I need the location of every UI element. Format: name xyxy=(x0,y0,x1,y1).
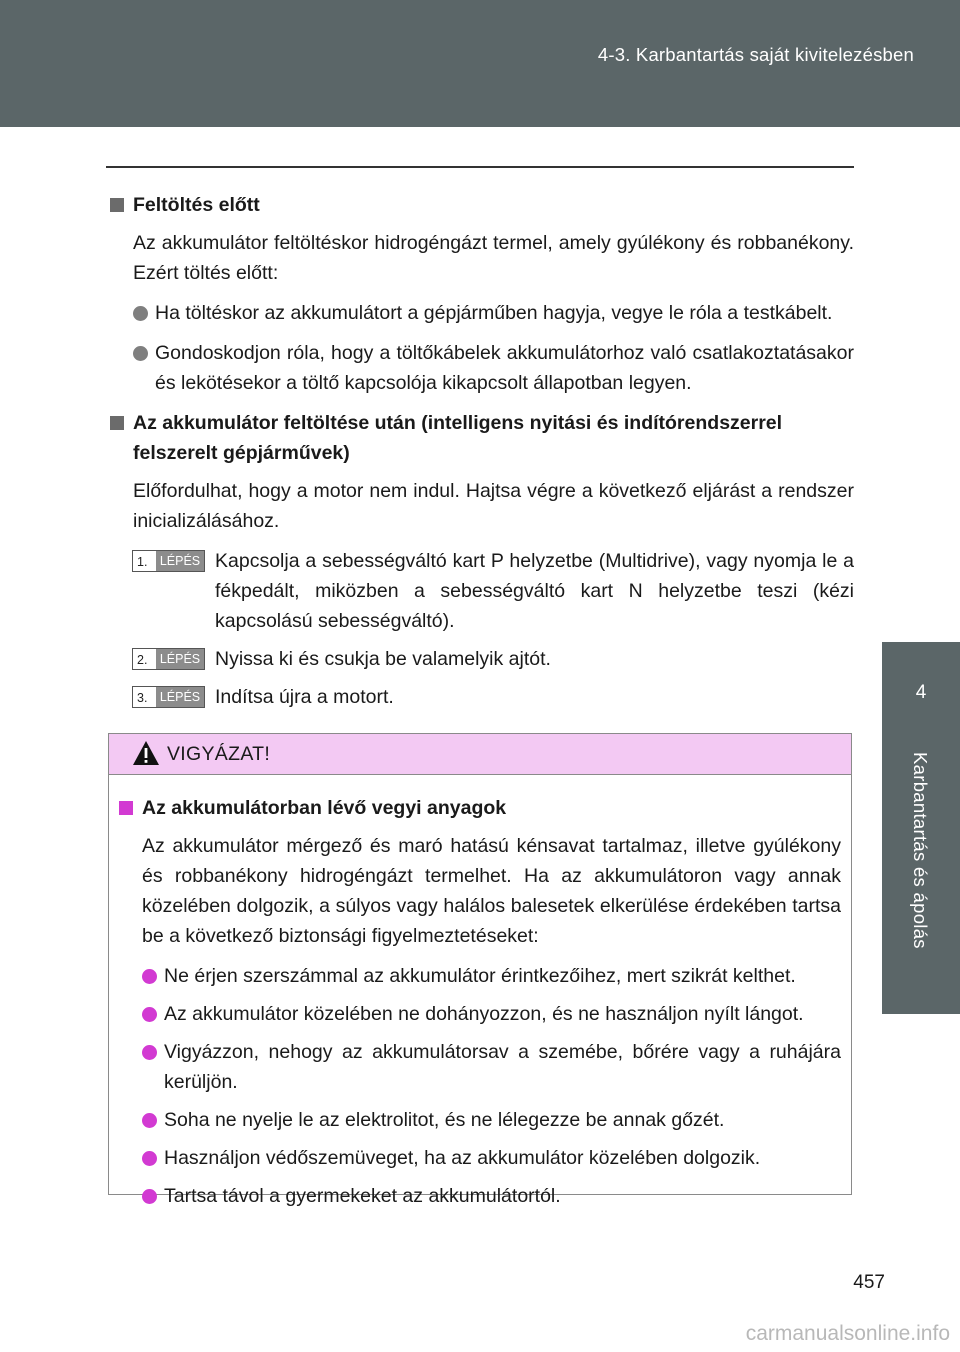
step-badge: 2. LÉPÉS xyxy=(132,648,205,670)
round-bullet-icon xyxy=(142,1045,157,1060)
chapter-side-tab xyxy=(882,642,960,1014)
warning-list-item: Vigyázzon, nehogy az akkumulátorsav a szemébe, bőrére vagy a ruhájára kerüljön. xyxy=(164,1037,841,1097)
step-item: 3. LÉPÉS Indítsa újra a motort. xyxy=(215,682,854,712)
warning-list-item: Ne érjen szerszámmal az akkumulátor érintkezőihez, mert szikrát kelthet. xyxy=(164,961,841,991)
warning-list-item: Használjon védőszemüveget, ha az akkumulátor közelében dolgozik. xyxy=(164,1143,841,1173)
warning-paragraph: Az akkumulátor mérgező és maró hatású kénsavat tartalmaz, illetve gyúlékony és robbanékony hidrogéngázt termelhet. Ha az akkumulátoron vagy annak közelében dolgozik, a súlyos vagy halálos balesetek elkerülése érdekében tartsa be a következő biztonsági figyelmeztetéseket: xyxy=(142,835,841,947)
step-item: 2. LÉPÉS Nyissa ki és csukja be valamelyik ajtót. xyxy=(215,644,854,674)
section-title: 4-3. Karbantartás saját kivitelezésben xyxy=(597,44,914,65)
round-bullet-icon xyxy=(142,1189,157,1204)
page-header xyxy=(0,0,960,127)
warning-list-item: Az akkumulátor közelében ne dohányozzon, és ne használjon nyílt lángot. xyxy=(164,999,841,1029)
warning-box xyxy=(108,733,852,1207)
warning-triangle-icon xyxy=(132,740,160,766)
round-bullet-icon xyxy=(142,1113,157,1128)
paragraph: Az akkumulátor feltöltéskor hidrogéngázt termel, amely gyúlékony és robbanékony. Ezért töltés előtt: xyxy=(133,232,854,284)
round-bullet-icon xyxy=(133,346,148,361)
section-heading-before-charging: Feltöltés előtt xyxy=(110,190,854,220)
step-badge: 3. LÉPÉS xyxy=(132,686,205,708)
chapter-number: 4 xyxy=(915,682,927,703)
square-bullet-icon xyxy=(110,198,124,212)
list-item: Ha töltéskor az akkumulátort a gépjárműben hagyja, vegye le róla a testkábelt. xyxy=(155,298,854,328)
round-bullet-icon xyxy=(142,969,157,984)
step-item: 1. LÉPÉS Kapcsolja a sebességváltó kart P helyzetbe (Multidrive), vagy nyomja le a fékpedált, miközben a sebességváltó kart N helyzetbe teszi (kézi kapcsolású sebességváltó). xyxy=(215,546,854,636)
round-bullet-icon xyxy=(133,306,148,321)
watermark: carmanualsonline.info xyxy=(745,1322,950,1345)
warning-body xyxy=(109,775,851,1211)
square-bullet-icon xyxy=(119,801,133,815)
warning-list-item: Soha ne nyelje le az elektrolitot, és ne lélegezze be annak gőzét. xyxy=(164,1105,841,1135)
round-bullet-icon xyxy=(142,1151,157,1166)
top-divider xyxy=(106,166,854,168)
chapter-label: Karbantartás és ápolás xyxy=(910,752,931,949)
main-content xyxy=(110,190,854,712)
square-bullet-icon xyxy=(110,416,124,430)
warning-list-item: Tartsa távol a gyermekeket az akkumulátortól. xyxy=(164,1181,841,1211)
section-heading-after-charging: Az akkumulátor feltöltése után (intelligens nyitási és indítórendszerrel felszerelt gépjárművek) xyxy=(110,408,854,468)
round-bullet-icon xyxy=(142,1007,157,1022)
list-item: Gondoskodjon róla, hogy a töltőkábelek akkumulátorhoz való csatlakoztatásakor és lekötésekor a töltő kapcsolója kikapcsolt állapotban legyen. xyxy=(155,338,854,398)
step-badge: 1. LÉPÉS xyxy=(132,550,205,572)
paragraph: Előfordulhat, hogy a motor nem indul. Hajtsa végre a következő eljárást a rendszer inicializálásához. xyxy=(133,480,854,532)
warning-header xyxy=(109,734,851,775)
page-number: 457 xyxy=(853,1272,885,1293)
warning-subtitle: Az akkumulátorban lévő vegyi anyagok xyxy=(119,793,841,823)
warning-title: VIGYÁZAT! xyxy=(167,743,271,765)
